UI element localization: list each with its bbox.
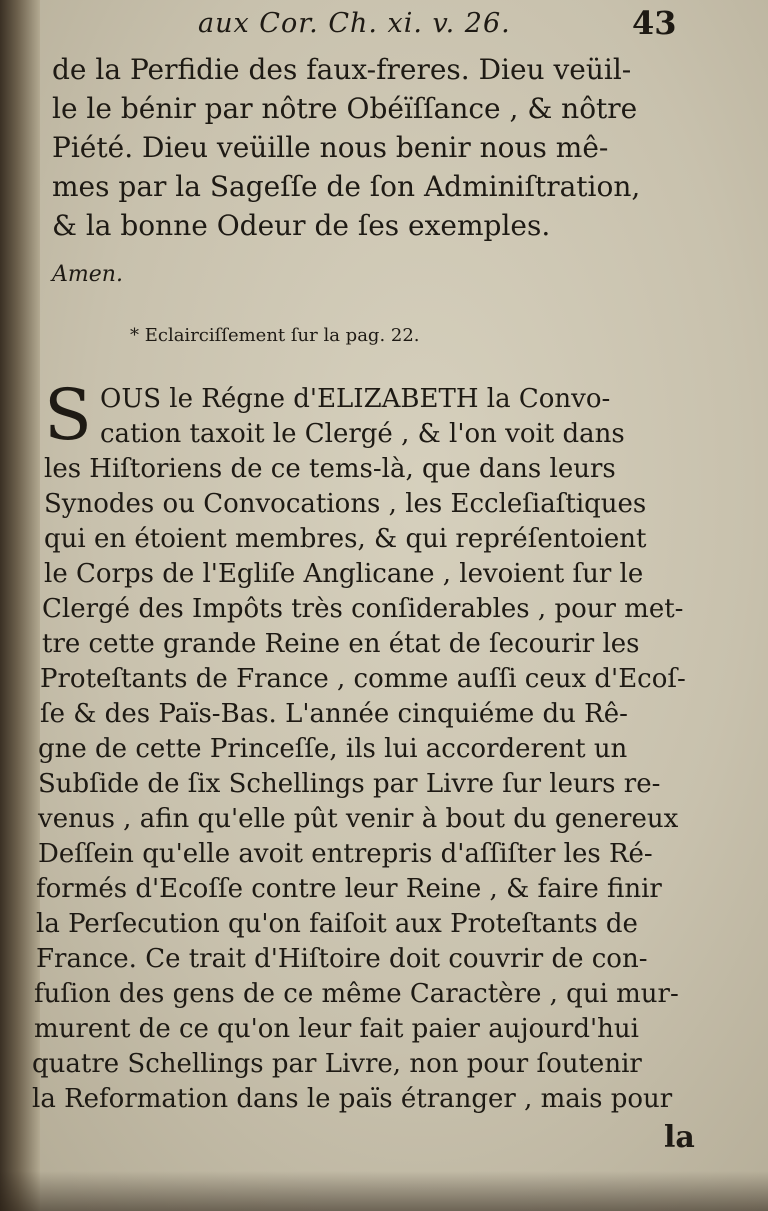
text-line: France. Ce trait d'Hiſtoire doit couvrir de con- [36, 944, 648, 974]
text-line: le Corps de l'Egliſe Anglicane , levoient ſur le [44, 559, 644, 589]
amen: Amen. [52, 262, 123, 287]
text-line: Clergé des Impôts très conſiderables , pour met- [42, 594, 684, 624]
bottom-shadow [0, 1171, 768, 1211]
text-line: Piété. Dieu veüille nous benir nous mê- [52, 131, 609, 164]
drop-cap: S [44, 374, 92, 456]
running-head: aux Cor. Ch. xi. v. 26. [198, 8, 511, 39]
text-line: le le bénir par nôtre Obéïſſance , & nôtre [52, 92, 638, 125]
text-line: Synodes ou Convocations , les Eccleſiaſtiques [44, 489, 647, 519]
text-line: qui en étoient membres, & qui repréſentoient [44, 524, 647, 554]
text-line: la Perſecution qu'on faiſoit aux Proteſtants de [36, 909, 638, 939]
text-line: OUS le Régne d'ELIZABETH la Convo- [100, 384, 611, 414]
text-line: formés d'Ecoſſe contre leur Reine , & faire finir [36, 874, 662, 904]
text-line: & la bonne Odeur de ſes exemples. [52, 209, 551, 242]
text-line: les Hiſtoriens de ce tems-là, que dans leurs [44, 454, 616, 484]
text-line: mes par la Sageſſe de ſon Adminiſtration, [52, 170, 641, 203]
text-line: Subſide de ſix Schellings par Livre ſur leurs re- [38, 769, 661, 799]
text-line: murent de ce qu'on leur fait paier aujourd'hui [34, 1014, 639, 1044]
text-line: ſe & des Païs-Bas. L'année cinquiéme du Rê- [40, 699, 628, 729]
text-line: gne de cette Princeſſe, ils lui accorderent un [38, 734, 628, 764]
section-heading: * Eclairciſſement ſur la pag. 22. [130, 325, 420, 346]
text-line: quatre Schellings par Livre, non pour ſoutenir [32, 1049, 642, 1079]
page-number: 43 [632, 4, 677, 42]
text-line: cation taxoit le Clergé , & l'on voit dans [100, 419, 625, 449]
text-line: de la Perfidie des faux-freres. Dieu veüil- [52, 53, 632, 86]
text-line: fuſion des gens de ce même Caractère , qui mur- [34, 979, 679, 1009]
catchword: la [664, 1120, 695, 1155]
text-line: Deſſein qu'elle avoit entrepris d'aſſiſter les Ré- [38, 839, 653, 869]
text-line: tre cette grande Reine en état de ſecourir les [42, 629, 640, 659]
text-line: venus , afin qu'elle pût venir à bout du genereux [38, 804, 679, 834]
text-line: la Reformation dans le païs étranger , mais pour [32, 1084, 673, 1114]
text-line: Proteſtants de France , comme auſſi ceux d'Ecoſ- [40, 664, 686, 694]
